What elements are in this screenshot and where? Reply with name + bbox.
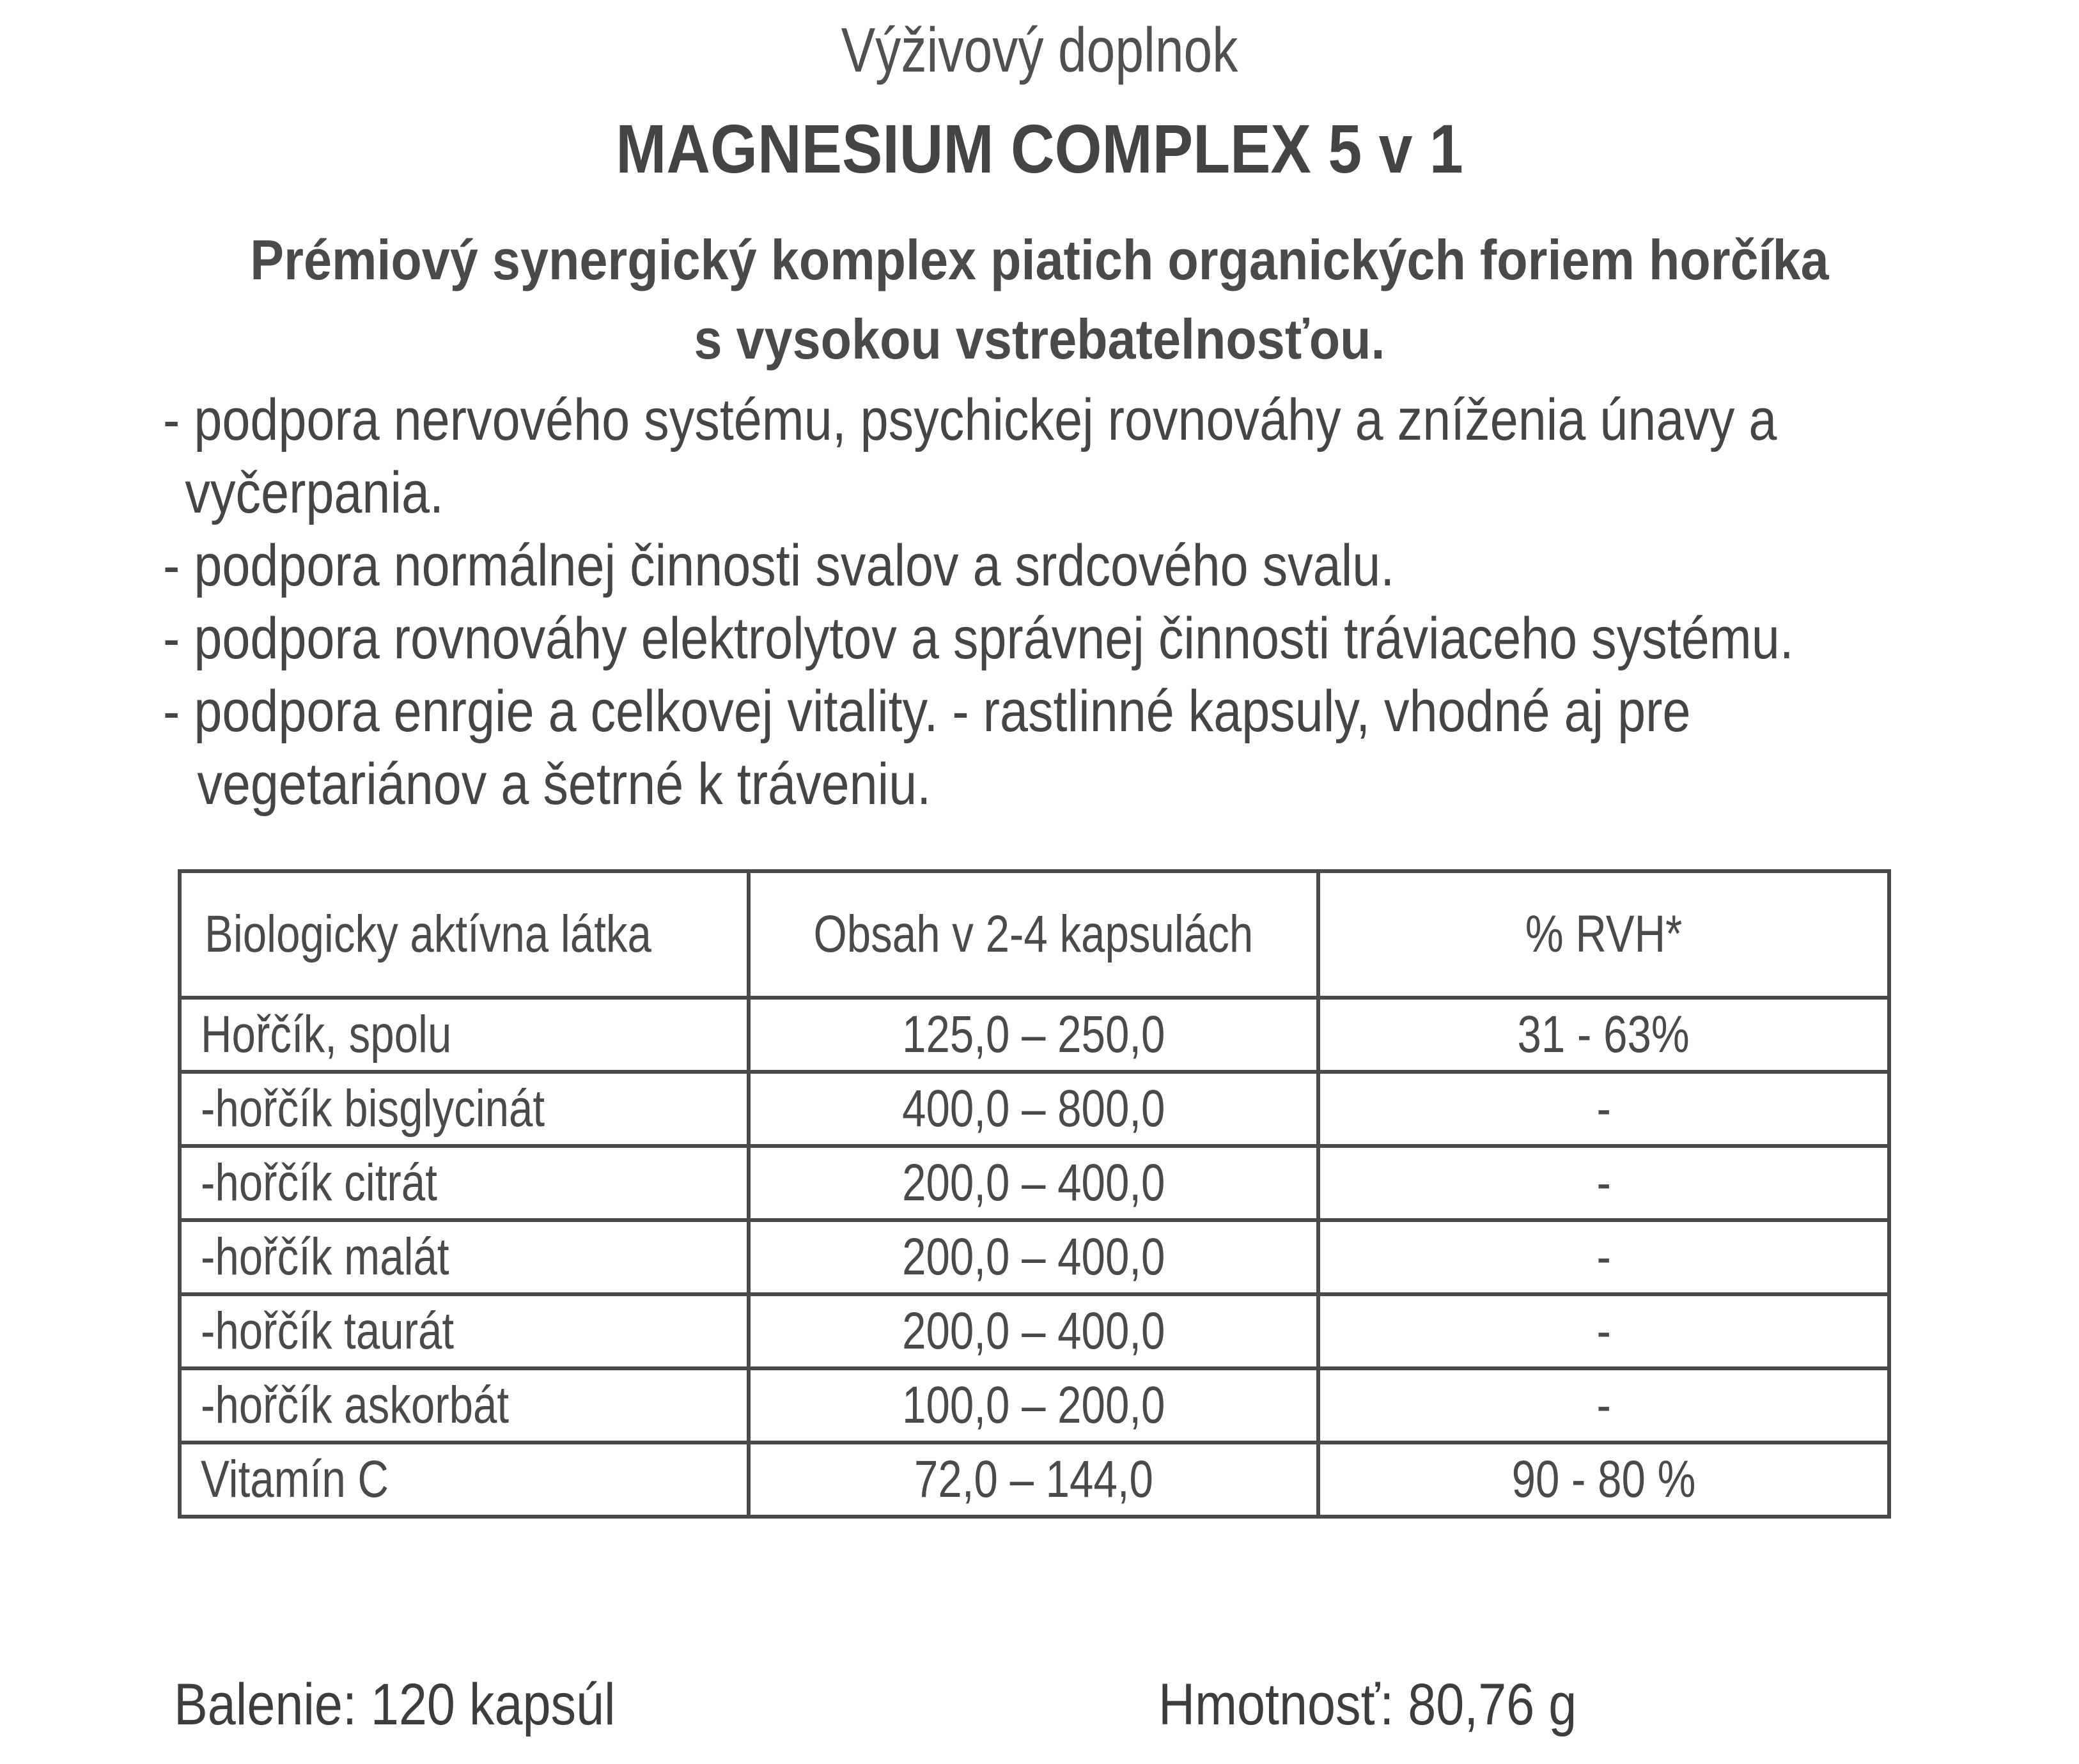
table-row <box>180 1294 1889 1368</box>
benefit-item: - podpora enrgie a celkovej vitality. - rastlinné kapsuly, vhodné aj pre vegetariánov a šetrné k tráveniu. <box>163 679 1691 817</box>
substance-cell: -hořčík citrát <box>180 1146 749 1220</box>
content-cell: 125,0 – 250,0 <box>749 998 1318 1072</box>
rvh-cell: - <box>1318 1294 1889 1368</box>
table-header-row <box>180 871 1889 998</box>
benefit-item: - podpora normálnej činnosti svalov a srdcového svalu. <box>163 533 1395 598</box>
header-content: Obsah v 2-4 kapsulách <box>749 871 1318 998</box>
content-cell: 400,0 – 800,0 <box>749 1072 1318 1146</box>
product-title: MAGNESIUM COMPLEX 5 v 1 <box>616 110 1463 187</box>
table-row <box>180 1072 1889 1146</box>
substance-cell: Hořčík, spolu <box>180 998 749 1072</box>
benefits-list <box>163 383 1867 821</box>
header-rvh: % RVH* <box>1318 871 1889 998</box>
product-subtitle <box>104 220 1975 379</box>
substance-cell: -hořčík askorbát <box>180 1368 749 1443</box>
content-cell: 200,0 – 400,0 <box>749 1146 1318 1220</box>
table-row <box>180 1368 1889 1443</box>
rvh-cell: 90 - 80 % <box>1318 1443 1889 1517</box>
package-info: Balenie: 120 kapsúl <box>174 1672 616 1737</box>
rvh-cell: 31 - 63% <box>1318 998 1889 1072</box>
rvh-cell: - <box>1318 1146 1889 1220</box>
nutrition-table <box>178 869 1891 1519</box>
table-row <box>180 1146 1889 1220</box>
table-row <box>180 998 1889 1072</box>
substance-cell: Vitamín C <box>180 1443 749 1517</box>
nutrition-table-wrapper <box>178 869 1891 1519</box>
table-row <box>180 1443 1889 1517</box>
rvh-cell: - <box>1318 1072 1889 1146</box>
rvh-cell: - <box>1318 1368 1889 1443</box>
subtitle-line-2: s vysokou vstrebatelnosťou. <box>694 307 1385 371</box>
content-cell: 100,0 – 200,0 <box>749 1368 1318 1443</box>
content-cell: 200,0 – 400,0 <box>749 1220 1318 1294</box>
substance-cell: -hořčík malát <box>180 1220 749 1294</box>
content-cell: 72,0 – 144,0 <box>749 1443 1318 1517</box>
benefit-item: - podpora rovnováhy elektrolytov a správnej činnosti tráviaceho systému. <box>163 606 1794 671</box>
substance-cell: -hořčík taurát <box>180 1294 749 1368</box>
content-cell: 200,0 – 400,0 <box>749 1294 1318 1368</box>
subtitle-line-1: Prémiový synergický komplex piatich organických foriem horčíka <box>250 228 1829 291</box>
benefit-item: - podpora nervového systému, psychickej rovnováhy a zníženia únavy a vyčerpania. <box>163 387 1777 525</box>
table-row <box>180 1220 1889 1294</box>
product-category: Výživový doplnok <box>841 15 1238 85</box>
header-substance: Biologicky aktívna látka <box>180 871 749 998</box>
weight-info: Hmotnosť: 80,76 g <box>1158 1672 1577 1737</box>
rvh-cell: - <box>1318 1220 1889 1294</box>
substance-cell: -hořčík bisglycinát <box>180 1072 749 1146</box>
